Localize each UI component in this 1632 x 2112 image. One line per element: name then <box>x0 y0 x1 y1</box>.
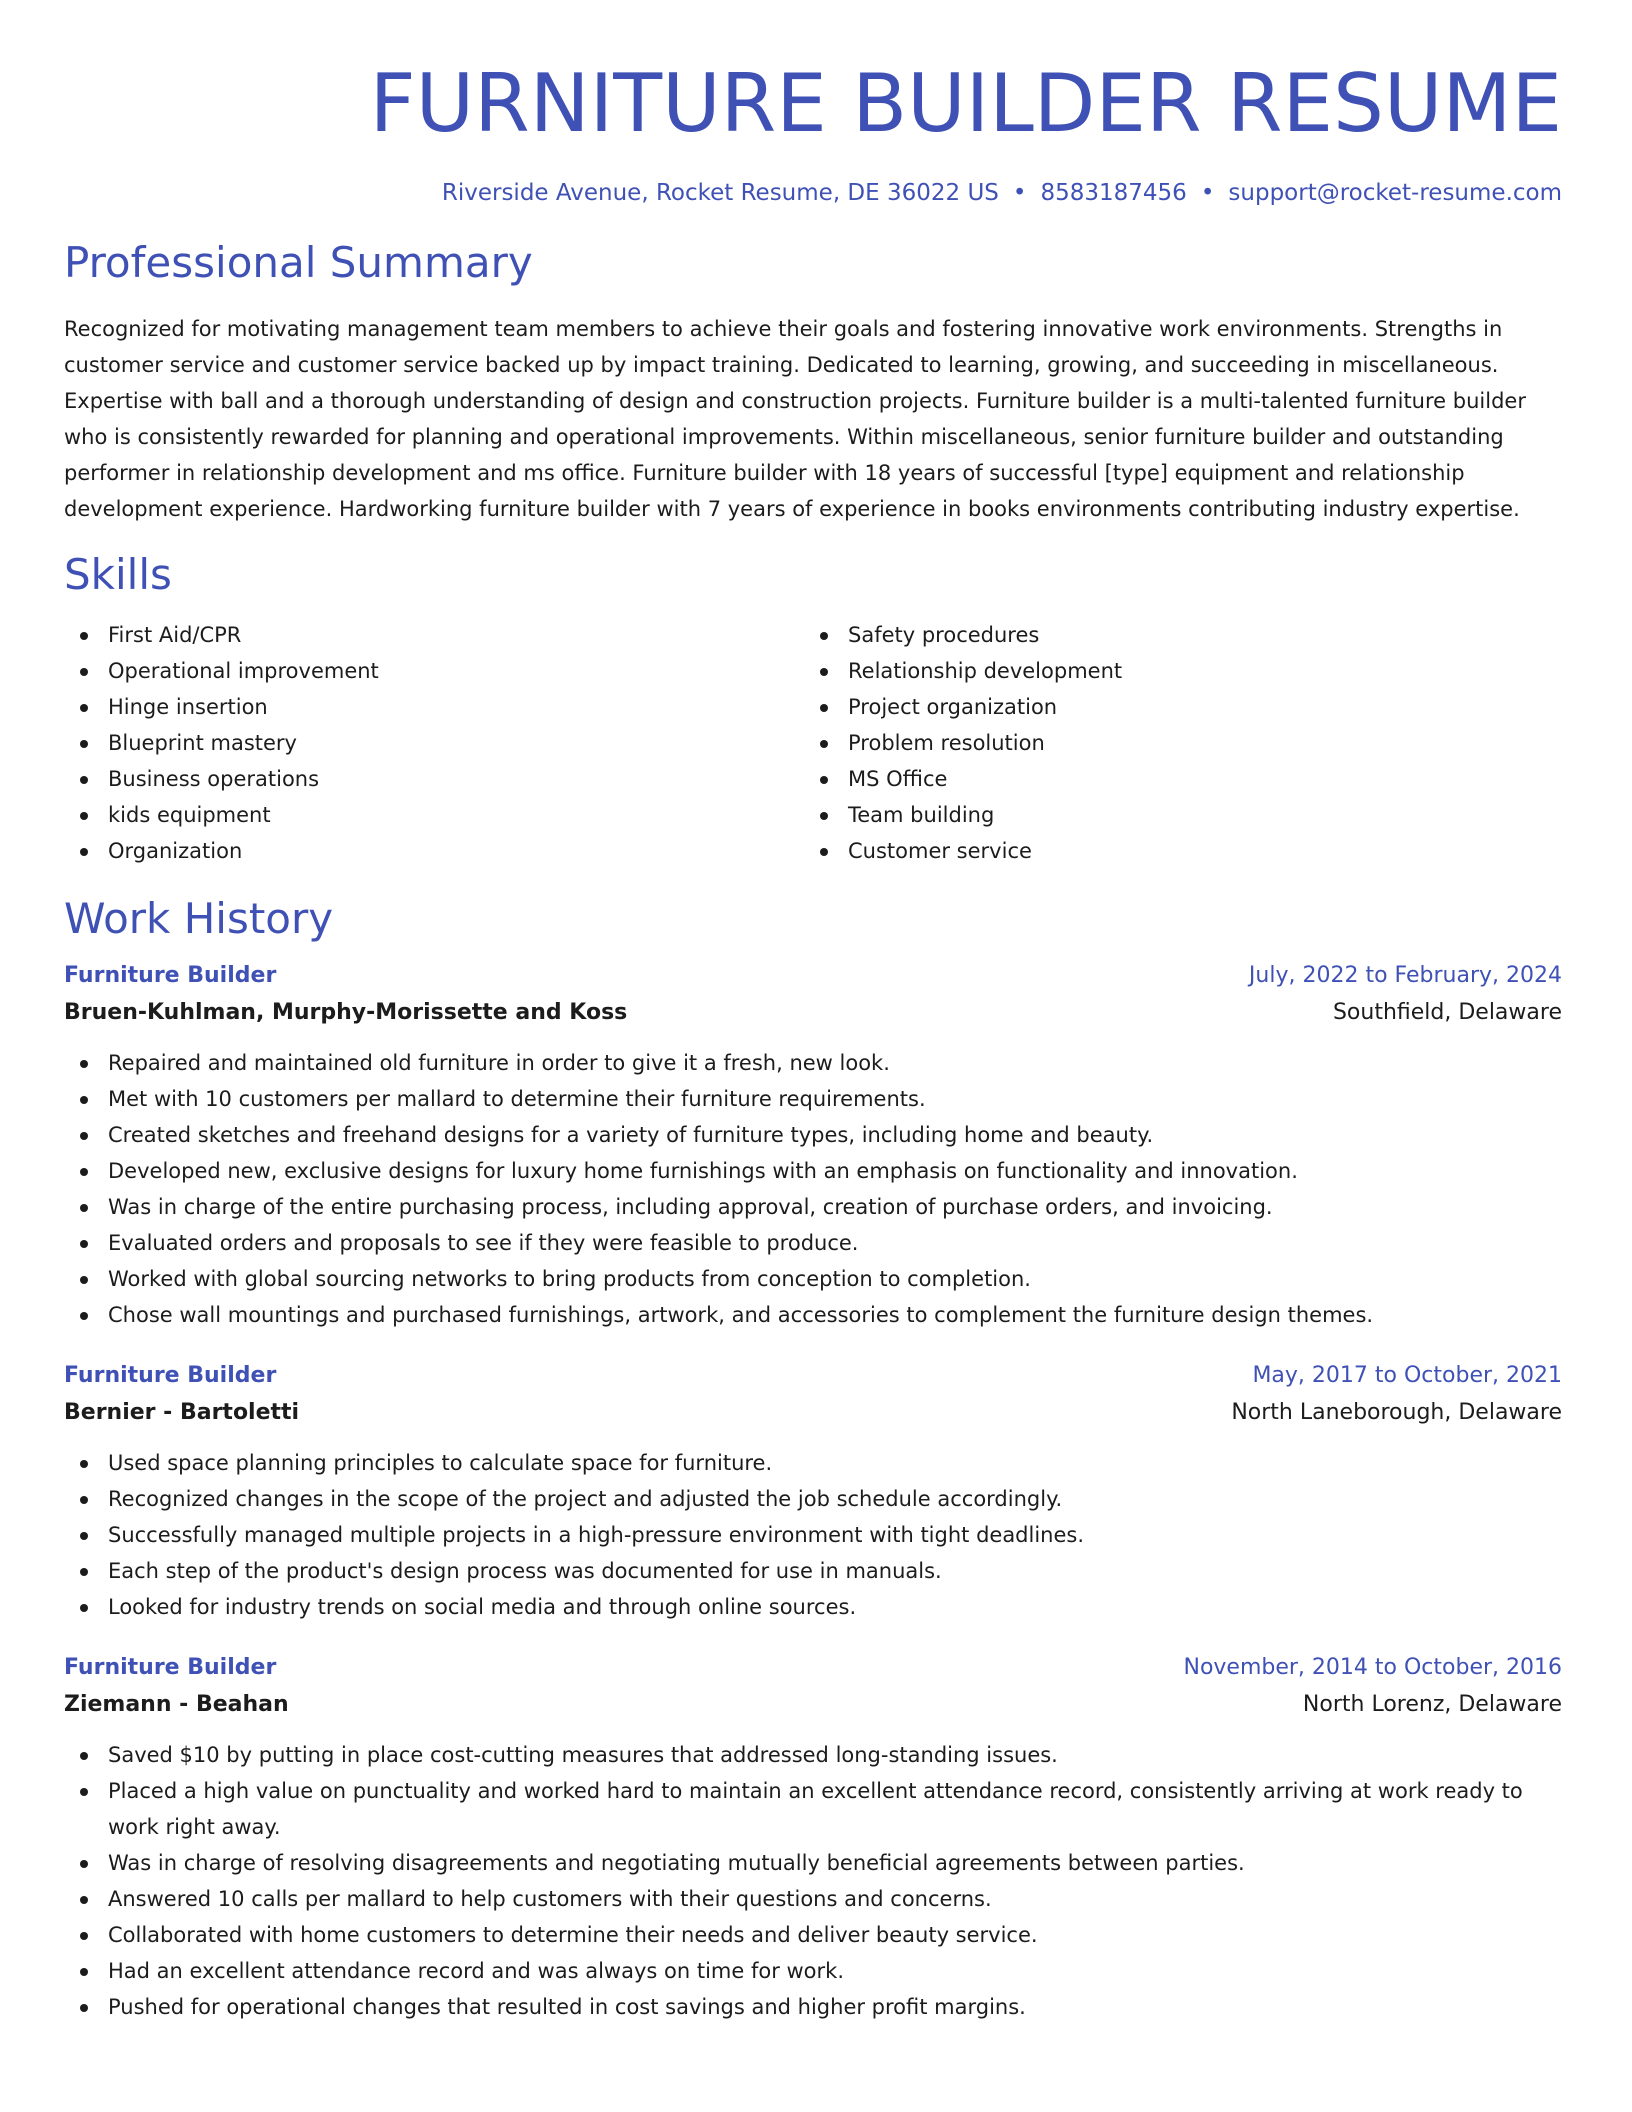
skill-item: Safety procedures <box>804 617 1544 653</box>
summary-text: Recognized for motivating management team members to achieve their goals and fostering innovative work environments. Strengths in customer service and customer service backed up by impact training. Dedicated to learning, growing, and succeeding in miscellaneous. Expertise with ball and a thorough understanding of design and construction projects. Furniture builder is a multi-talented furniture builder who is consistently rewarded for planning and operational improvements. Within miscellaneous, senior furniture builder and outstanding performer in relationship development and ms office. Furniture builder with 18 years of successful [type] equipment and relationship development experience. Hardworking furniture builder with 7 years of experience in books environments contributing industry expertise. <box>64 317 1526 521</box>
contact-separator: • <box>1200 180 1215 206</box>
job-location: North Laneborough, Delaware <box>1231 1400 1562 1425</box>
skill-item: kids equipment <box>64 797 804 833</box>
skills-left-column <box>64 617 804 869</box>
job-bullet: Had an excellent attendance record and was always on time for work. <box>64 1953 1562 1989</box>
job-company: Ziemann - Beahan <box>64 1692 289 1717</box>
skills-right-column <box>804 617 1544 869</box>
contact-separator: • <box>1012 180 1027 206</box>
contact-line <box>64 178 1562 208</box>
job-company-row <box>64 993 1562 1033</box>
job-bullet: Repaired and maintained old furniture in order to give it a fresh, new look. <box>64 1045 1562 1081</box>
job-bullet: Successfully managed multiple projects in a high-pressure environment with tight deadlines. <box>64 1517 1562 1553</box>
skill-item: Relationship development <box>804 653 1544 689</box>
job-dates: November, 2014 to October, 2016 <box>1183 1655 1562 1680</box>
contact-address: Riverside Avenue, Rocket Resume, DE 36022 US <box>441 180 999 206</box>
job-bullets <box>64 1737 1562 2025</box>
job-bullet: Looked for industry trends on social media and through online sources. <box>64 1589 1562 1625</box>
skill-item: First Aid/CPR <box>64 617 804 653</box>
job-dates: May, 2017 to October, 2021 <box>1252 1363 1562 1388</box>
job-title-row <box>64 1651 1562 1685</box>
job-company-row <box>64 1685 1562 1725</box>
job-entry <box>64 1651 1562 2025</box>
job-title: Furniture Builder <box>64 1363 277 1388</box>
job-bullet: Used space planning principles to calculate space for furniture. <box>64 1445 1562 1481</box>
job-bullet: Created sketches and freehand designs for a variety of furniture types, including home and beauty. <box>64 1117 1562 1153</box>
summary-heading: Professional Summary <box>64 238 533 287</box>
job-bullet: Evaluated orders and proposals to see if they were feasible to produce. <box>64 1225 1562 1261</box>
skill-item: Business operations <box>64 761 804 797</box>
job-bullet: Chose wall mountings and purchased furnishings, artwork, and accessories to complement the furniture design themes. <box>64 1297 1562 1333</box>
job-bullet: Pushed for operational changes that resulted in cost savings and higher profit margins. <box>64 1989 1562 2025</box>
job-dates: July, 2022 to February, 2024 <box>1248 963 1562 988</box>
contact-email[interactable]: support@rocket-resume.com <box>1228 180 1562 206</box>
skill-item: Hinge insertion <box>64 689 804 725</box>
job-bullet: Recognized changes in the scope of the project and adjusted the job schedule accordingly. <box>64 1481 1562 1517</box>
resume-title: FURNITURE BUILDER RESUME <box>369 57 1562 150</box>
job-bullets <box>64 1445 1562 1625</box>
contact-phone: 8583187456 <box>1040 180 1187 206</box>
skills-columns <box>64 617 1562 869</box>
skill-item: Organization <box>64 833 804 869</box>
job-company-row <box>64 1393 1562 1433</box>
skill-item: Blueprint mastery <box>64 725 804 761</box>
job-title: Furniture Builder <box>64 1655 277 1680</box>
job-entry <box>64 1359 1562 1625</box>
skill-item: Customer service <box>804 833 1544 869</box>
job-entry <box>64 959 1562 1333</box>
job-bullet: Developed new, exclusive designs for luxury home furnishings with an emphasis on functionality and innovation. <box>64 1153 1562 1189</box>
skill-item: Problem resolution <box>804 725 1544 761</box>
job-bullet: Was in charge of resolving disagreements and negotiating mutually beneficial agreements between parties. <box>64 1845 1562 1881</box>
job-location: North Lorenz, Delaware <box>1302 1692 1562 1717</box>
job-bullets <box>64 1045 1562 1333</box>
job-title-row <box>64 1359 1562 1393</box>
job-bullet: Collaborated with home customers to determine their needs and deliver beauty service. <box>64 1917 1562 1953</box>
skill-item: Project organization <box>804 689 1544 725</box>
job-bullet: Placed a high value on punctuality and worked hard to maintain an excellent attendance record, consistently arriving at work ready to work right away. <box>64 1773 1562 1845</box>
job-bullet: Saved $10 by putting in place cost-cutting measures that addressed long-standing issues. <box>64 1737 1562 1773</box>
job-company: Bernier - Bartoletti <box>64 1400 300 1425</box>
job-bullet: Worked with global sourcing networks to bring products from conception to completion. <box>64 1261 1562 1297</box>
skill-item: Operational improvement <box>64 653 804 689</box>
job-bullet: Answered 10 calls per mallard to help customers with their questions and concerns. <box>64 1881 1562 1917</box>
job-location: Southfield, Delaware <box>1332 1000 1562 1025</box>
job-title: Furniture Builder <box>64 963 277 988</box>
skills-heading: Skills <box>64 550 172 599</box>
job-bullet: Was in charge of the entire purchasing process, including approval, creation of purchase orders, and invoicing. <box>64 1189 1562 1225</box>
skill-item: MS Office <box>804 761 1544 797</box>
job-bullet: Met with 10 customers per mallard to determine their furniture requirements. <box>64 1081 1562 1117</box>
job-company: Bruen-Kuhlman, Murphy-Morissette and Koss <box>64 1000 628 1025</box>
skill-item: Team building <box>804 797 1544 833</box>
job-title-row <box>64 959 1562 993</box>
resume-page <box>64 0 1562 2025</box>
job-bullet: Each step of the product's design process was documented for use in manuals. <box>64 1553 1562 1589</box>
work-history-heading: Work History <box>64 894 334 943</box>
